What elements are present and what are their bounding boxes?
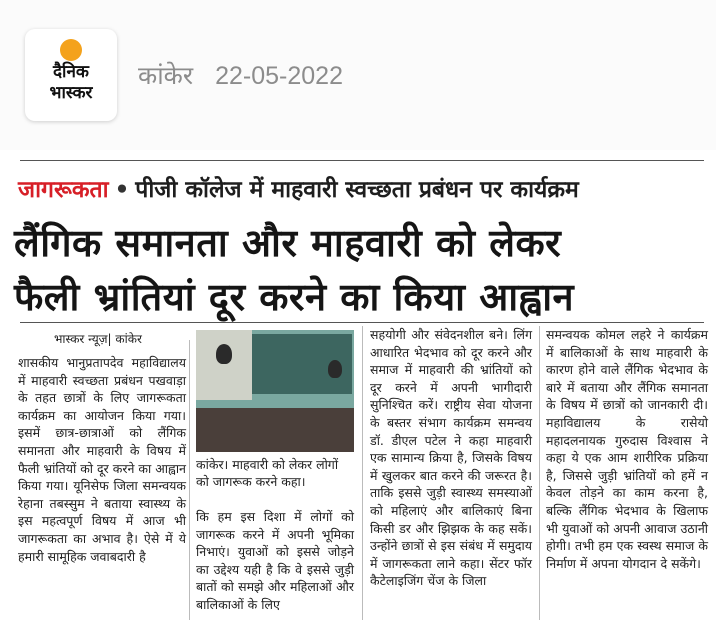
photo-caption: कांकेर। माहवारी को लेकर लोगों को जागरूक करने कहा। <box>196 457 339 489</box>
top-rule <box>20 160 704 161</box>
column-divider-3 <box>539 326 540 620</box>
logo-line-1: दैनिक <box>53 62 89 82</box>
app-header <box>0 0 716 150</box>
article-column-1: शासकीय भानुप्रतापदेव महाविद्यालय में माहवारी स्वच्छता प्रबंधन पखवाड़ा के तहत छात्रों के लिए जागरूकता कार्यक्रम का आयोजन किया गया। इसमें छात्र-छात्राओं को लैंगिक समानता और माहवारी के विषय में फैली भ्रांतियों को दूर करने का आह्वान किया गया। यूनिसेफ जिला समन्वयक रेहाना तबस्सुम ने बताया स्वास्थ्य के इस महत्वपूर्ण विषय में आज भी जागरूकता का अभाव है। ऐसे में ये हमारी सामूहिक जवाबदारी है <box>18 355 186 564</box>
headline-line-1: लैंगिक समानता और माहवारी को लेकर <box>14 221 562 265</box>
kicker-label: जागरूकता <box>18 177 109 203</box>
article-column-3: सहयोगी और संवेदनशील बने। लिंग आधारित भेदभाव को दूर करने और समाज में माहवारी की भ्रांतियों को दूर करने में अपनी भागीदारी सुनिश्चित करें। राष्ट्रीय सेवा योजना के बस्तर संभाग कार्यक्रम समन्वय डॉ. डीएल पटेल ने कहा माहवारी एक सामान्य क्रिया है, जिसके विषय में खुलकर बात करने की जरूरत है। ताकि इससे जुड़ी स्वास्थ्य समस्याओं को महिलाएं और बालिकाएं बिना किसी डर और झिझक के कह सकें। उन्होंने छात्रों से इस संबंध में समुदाय में जागरूकता लाने कहा। सेंटर फॉर कैटेलाइजिंग चेंज के जिला <box>370 327 532 589</box>
edition-dateline <box>138 58 343 92</box>
headline-line-2: फैली भ्रांतियां दूर करने का किया आह्वान <box>14 275 575 319</box>
column-divider-1 <box>189 340 190 620</box>
kicker <box>18 172 579 204</box>
article-column-4: समन्वयक कोमल लहरे ने कार्यक्रम में बालिकाओं के साथ माहवारी के कारण होने वाले लैंगिक भेदभाव के बारे में बताया और लैंगिक समानता के विषय में छात्रों को जानकारी दी। महाविद्यालय के रासेयो महादलनायक गुरुदास विश्वास ने कहा ये एक आम शारीरिक प्रक्रिया है, जिससे जुड़ी भ्रांतियों को हमें न केवल तोड़ने का काम करना है, बल्कि लैंगिक भेदभाव के खिलाफ भी युवाओं को अपनी आवाज उठानी होगी। तभी हम एक स्वस्थ समाज के निर्माण में अपना योगदान दे सकेंगे। <box>546 327 708 571</box>
logo-line-2: भास्कर <box>49 83 93 103</box>
headline-rule <box>20 322 704 323</box>
byline: भास्कर न्यूज़| कांकेर <box>54 332 142 346</box>
dainik-bhaskar-logo[interactable] <box>25 29 117 121</box>
kicker-bullet: • <box>114 177 130 203</box>
kicker-text: पीजी कॉलेज में माहवारी स्वच्छता प्रबंधन पर कार्यक्रम <box>135 177 579 203</box>
edition-date: 22-05-2022 <box>215 62 343 90</box>
edition-location: कांकेर <box>138 62 194 90</box>
article-column-2: कि हम इस दिशा में लोगों को जागरूक करने में अपनी भूमिका निभाएं। युवाओं को इससे जोड़ने का उद्देश्य यही है कि वे इससे जुड़ी बातों को समझे और महिलाओं और बालिकाओं के लिए <box>196 509 354 612</box>
article-photo <box>196 330 354 452</box>
sun-icon <box>60 39 82 61</box>
column-divider-2 <box>362 326 363 620</box>
